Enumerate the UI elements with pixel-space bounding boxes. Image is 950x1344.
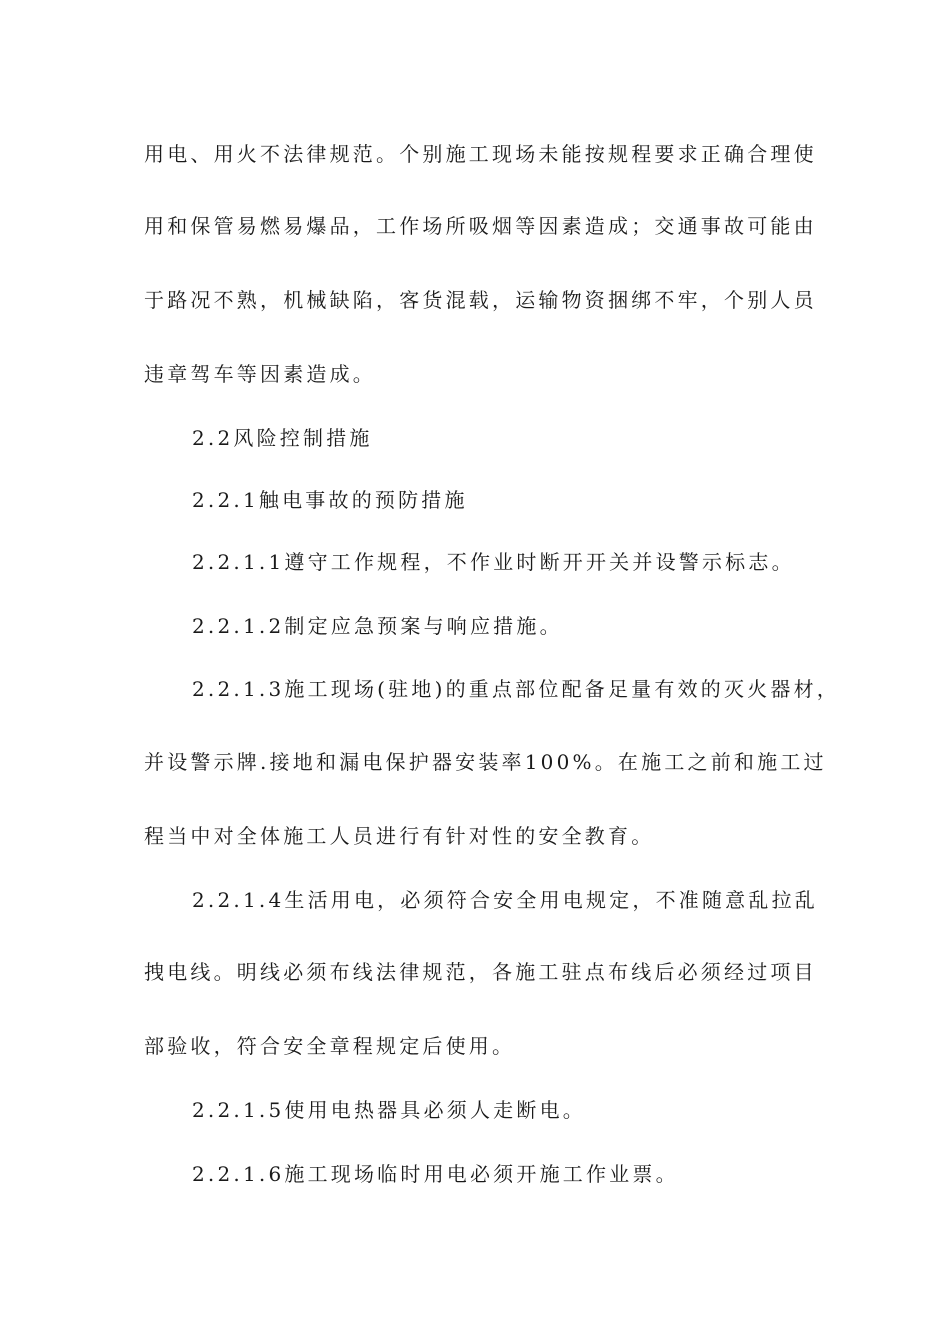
- paragraph-line: 于路况不熟，机械缺陷，客货混载，运输物资捆绑不牢，个别人员: [144, 288, 817, 312]
- paragraph-line: 2.2.1.3施工现场(驻地)的重点部位配备足量有效的灭火器材，: [192, 677, 840, 701]
- paragraph-line: 拽电线。明线必须布线法律规范，各施工驻点布线后必须经过项目: [144, 960, 817, 984]
- paragraph-line: 用电、用火不法律规范。个别施工现场未能按规程要求正确合理使: [144, 142, 817, 166]
- paragraph-line: 部验收，符合安全章程规定后使用。: [144, 1034, 516, 1058]
- subsection-heading: 2.2.1触电事故的预防措施: [192, 488, 468, 512]
- section-heading: 2.2风险控制措施: [192, 426, 373, 450]
- paragraph-line: 用和保管易燃易爆品，工作场所吸烟等因素造成；交通事故可能由: [144, 214, 817, 238]
- paragraph-line: 2.2.1.2制定应急预案与响应措施。: [192, 614, 563, 638]
- paragraph-line: 2.2.1.4生活用电，必须符合安全用电规定，不准随意乱拉乱: [192, 888, 818, 912]
- paragraph-line: 违章驾车等因素造成。: [144, 362, 376, 386]
- paragraph-line: 2.2.1.1遵守工作规程，不作业时断开开关并设警示标志。: [192, 550, 795, 574]
- paragraph-line: 2.2.1.5使用电热器具必须人走断电。: [192, 1098, 586, 1122]
- paragraph-line: 程当中对全体施工人员进行有针对性的安全教育。: [144, 824, 655, 848]
- paragraph-line: 2.2.1.6施工现场临时用电必须开施工作业票。: [192, 1162, 679, 1186]
- paragraph-line: 并设警示牌.接地和漏电保护器安装率100%。在施工之前和施工过: [144, 750, 827, 774]
